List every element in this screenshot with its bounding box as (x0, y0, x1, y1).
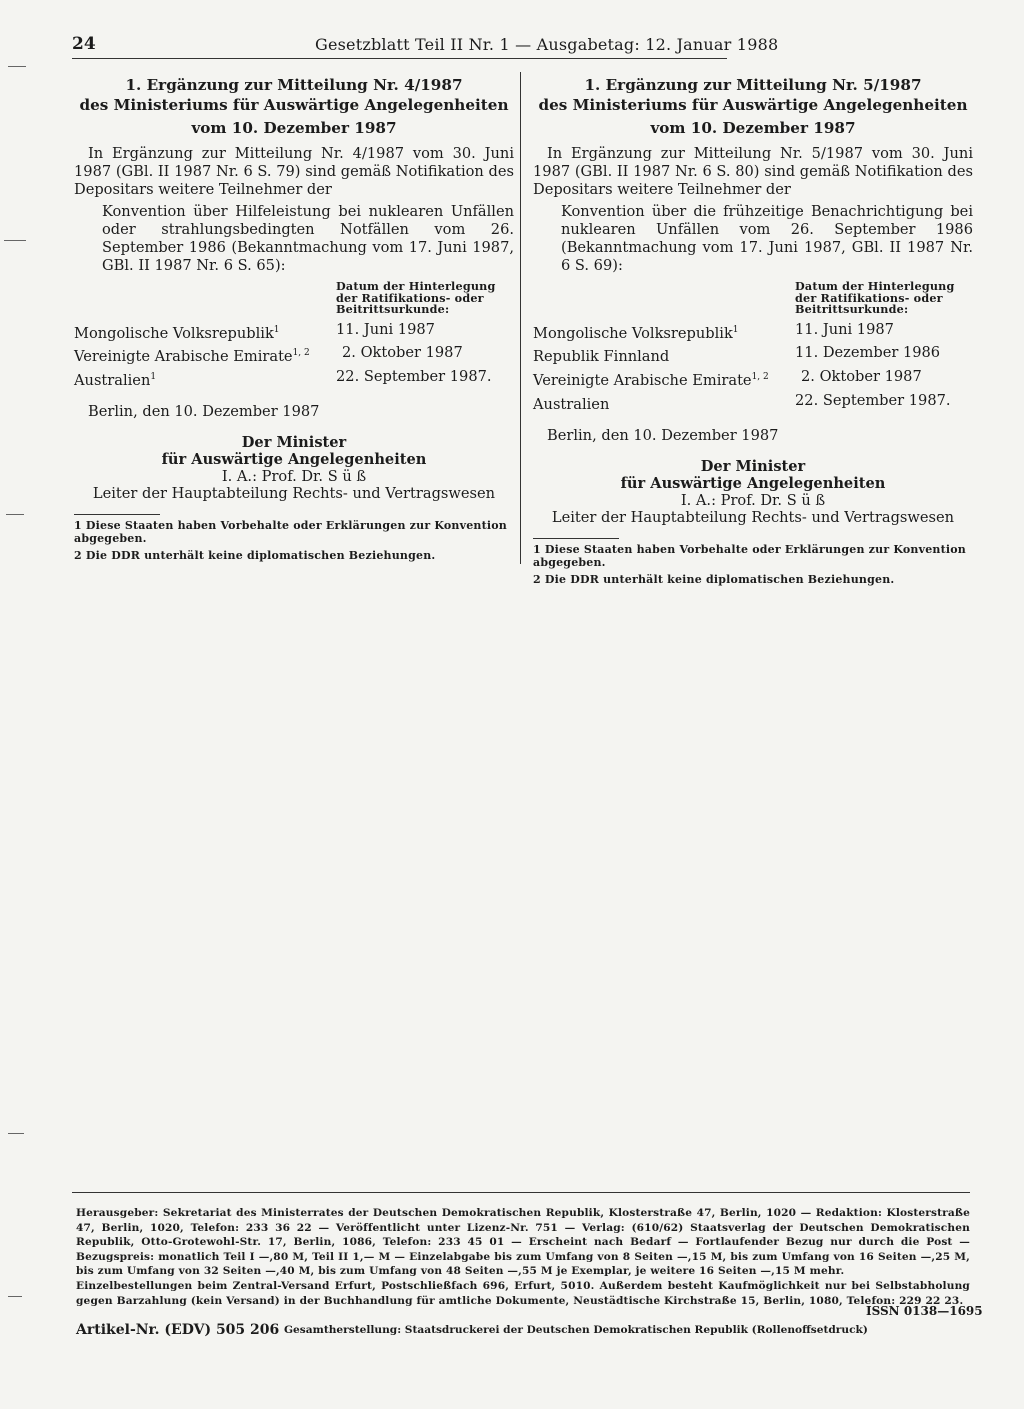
state-name: Australien (74, 372, 151, 390)
sig-signatory: I. A.: Prof. Dr. S ü ß (221, 468, 367, 486)
right-footnote-2: 2 Die DDR unterhält keine diplomatischen Beziehungen. (533, 572, 895, 586)
state-name: Australien (533, 395, 610, 413)
page-number: 24 (72, 34, 96, 54)
left-footnote-1: 1 Diese Staaten haben Vorbehalte oder Erklärungen zur Konvention abgegeben. (74, 519, 507, 546)
table-row (533, 320, 973, 344)
sig-signatory: I. A.: Prof. Dr. S ü ß (680, 491, 826, 509)
sig-ministry: für Auswärtige Angelegenheiten (620, 474, 886, 492)
column-divider (520, 72, 521, 564)
table-row (533, 367, 973, 391)
table-row (74, 343, 514, 367)
margin-mark (8, 66, 26, 67)
sig-title: Der Minister (241, 434, 347, 452)
sig-title: Der Minister (700, 457, 806, 475)
footnote-ref: 1, 2 (292, 348, 310, 359)
imprint-orders: Einzelbestellungen beim Zentral-Versand Erfurt, Postschließfach 696, Erfurt, 5010. Außerdem besteht Kaufmöglichkeit nur bei Selbstabholung gegen Barzahlung (kein Versand) in der Buchhandlung für amtliche Dokumente, Neustädtische Kirchstraße 15, Berlin, 1080, Telefon: 229 22 23. (76, 1279, 970, 1307)
right-title-line1: 1. Ergänzung zur Mitteilung Nr. 5/1987 (584, 76, 922, 94)
imprint-rule (72, 1192, 970, 1193)
left-signature-block (74, 434, 514, 502)
footnote-ref: 1 (273, 324, 280, 335)
left-date-line: vom 10. Dezember 1987 (191, 119, 397, 137)
table-row (533, 391, 973, 415)
sig-ministry: für Auswärtige Angelegenheiten (161, 451, 427, 469)
left-title-line1: 1. Ergänzung zur Mitteilung Nr. 4/1987 (125, 76, 463, 94)
margin-mark (6, 514, 24, 515)
right-column (533, 75, 973, 586)
printer-line: Gesamtherstellung: Staatsdruckerei der Deutschen Demokratischen Republik (Rollenoffsetdruck) (284, 1324, 868, 1336)
state-name: Vereinigte Arabische Emirate (533, 372, 752, 390)
state-name: Mongolische Volksrepublik (74, 324, 274, 342)
footnote-ref: 1 (732, 324, 739, 335)
right-states-table (533, 320, 973, 415)
state-name: Vereinigte Arabische Emirate (74, 348, 293, 366)
right-convention: Konvention über die frühzeitige Benachrichtigung bei nuklearen Unfällen vom 26. September 1986 (Bekanntmachung vom 17. Juni 1987, GBl. II 1987 Nr. 6 S. 69): (561, 203, 973, 274)
table-row (533, 343, 973, 367)
right-signature-block (533, 458, 973, 526)
deposit-date: 2. Oktober 1987 (342, 344, 463, 362)
deposit-date: 11. Juni 1987 (336, 320, 435, 338)
margin-mark (8, 1296, 22, 1297)
left-footnote-2: 2 Die DDR unterhält keine diplomatischen Beziehungen. (74, 549, 436, 563)
margin-mark (4, 240, 26, 241)
right-title-line2: des Ministeriums für Auswärtige Angelegenheiten (538, 96, 968, 114)
state-name: Mongolische Volksrepublik (533, 324, 733, 342)
left-convention: Konvention über Hilfeleistung bei nuklearen Unfällen oder strahlungsbedingten Notfällen vom 26. September 1986 (Bekanntmachung vom 17. Juni 1987, GBl. II 1987 Nr. 6 S. 65): (102, 203, 514, 274)
footnote-ref: 1, 2 (751, 372, 769, 383)
sig-position: Leiter der Hauptabteilung Rechts- und Vertragswesen (551, 508, 955, 526)
footnote-ref: 1 (150, 372, 157, 383)
left-place-date: Berlin, den 10. Dezember 1987 (88, 403, 320, 421)
footnote-rule (533, 538, 619, 539)
left-deposit-header: Datum der Hinterlegung der Ratifikations- oder Beitrittsurkunde: (336, 279, 496, 316)
article-number: Artikel-Nr. (EDV) 505 206 (76, 1322, 280, 1338)
table-row (74, 320, 514, 344)
state-name: Republik Finnland (533, 348, 670, 366)
sig-position: Leiter der Hauptabteilung Rechts- und Vertragswesen (92, 485, 496, 503)
deposit-date: 2. Oktober 1987 (801, 368, 922, 386)
footnote-rule (74, 514, 160, 515)
table-row (74, 367, 514, 391)
left-column (74, 75, 514, 562)
right-footnote-1: 1 Diese Staaten haben Vorbehalte oder Erklärungen zur Konvention abgegeben. (533, 542, 966, 569)
imprint-block (76, 1206, 970, 1308)
right-intro: In Ergänzung zur Mitteilung Nr. 5/1987 vom 30. Juni 1987 (GBl. II 1987 Nr. 6 S. 80) sind gemäß Notifikation des Depositars weitere Teilnehmer der (533, 145, 973, 198)
imprint-text: Herausgeber: Sekretariat des Ministerrates der Deutschen Demokratischen Republik, Klosterstraße 47, Berlin, 1020 — Redaktion: Klosterstraße 47, Berlin, 1020, Telefon: 233 36 22 — Veröffentlicht unter Lizenz-Nr. 751 — Verlag: (610/62) Staatsverlag der Deutschen Demokratischen Republik, Otto-Grotewohl-Str. 17, Berlin, 1086, Telefon: 233 45 01 — Erscheint nach Bedarf — Fortlaufender Bezug nur durch die Post — Bezugspreis: monatlich Teil I —,80 M, Teil II 1,— M — Einzelabgabe bis zum Umfang von 8 Seiten —,15 M, bis zum Umfang von 16 Seiten —,25 M, bis zum Umfang von 32 Seiten —,40 M, bis zum Umfang von 48 Seiten —,55 M je Exemplar, je weitere 16 Seiten —,15 M mehr. (76, 1207, 970, 1278)
deposit-date: 11. Juni 1987 (795, 320, 894, 338)
header-rule (72, 58, 727, 59)
right-deposit-header: Datum der Hinterlegung der Ratifikations- oder Beitrittsurkunde: (795, 279, 955, 316)
running-head: Gesetzblatt Teil II Nr. 1 — Ausgabetag: 12. Januar 1988 (315, 35, 779, 54)
issn: ISSN 0138—1695 (866, 1304, 983, 1318)
left-intro: In Ergänzung zur Mitteilung Nr. 4/1987 vom 30. Juni 1987 (GBl. II 1987 Nr. 6 S. 79) sind gemäß Notifikation des Depositars weitere Teilnehmer der (74, 145, 514, 198)
right-place-date: Berlin, den 10. Dezember 1987 (547, 426, 779, 444)
deposit-date: 11. Dezember 1986 (795, 344, 941, 362)
right-date-line: vom 10. Dezember 1987 (650, 119, 856, 137)
left-title-line2: des Ministeriums für Auswärtige Angelegenheiten (79, 96, 509, 114)
deposit-date: 22. September 1987. (795, 392, 951, 410)
deposit-date: 22. September 1987. (336, 368, 492, 386)
margin-mark (8, 1133, 24, 1134)
left-states-table (74, 320, 514, 392)
